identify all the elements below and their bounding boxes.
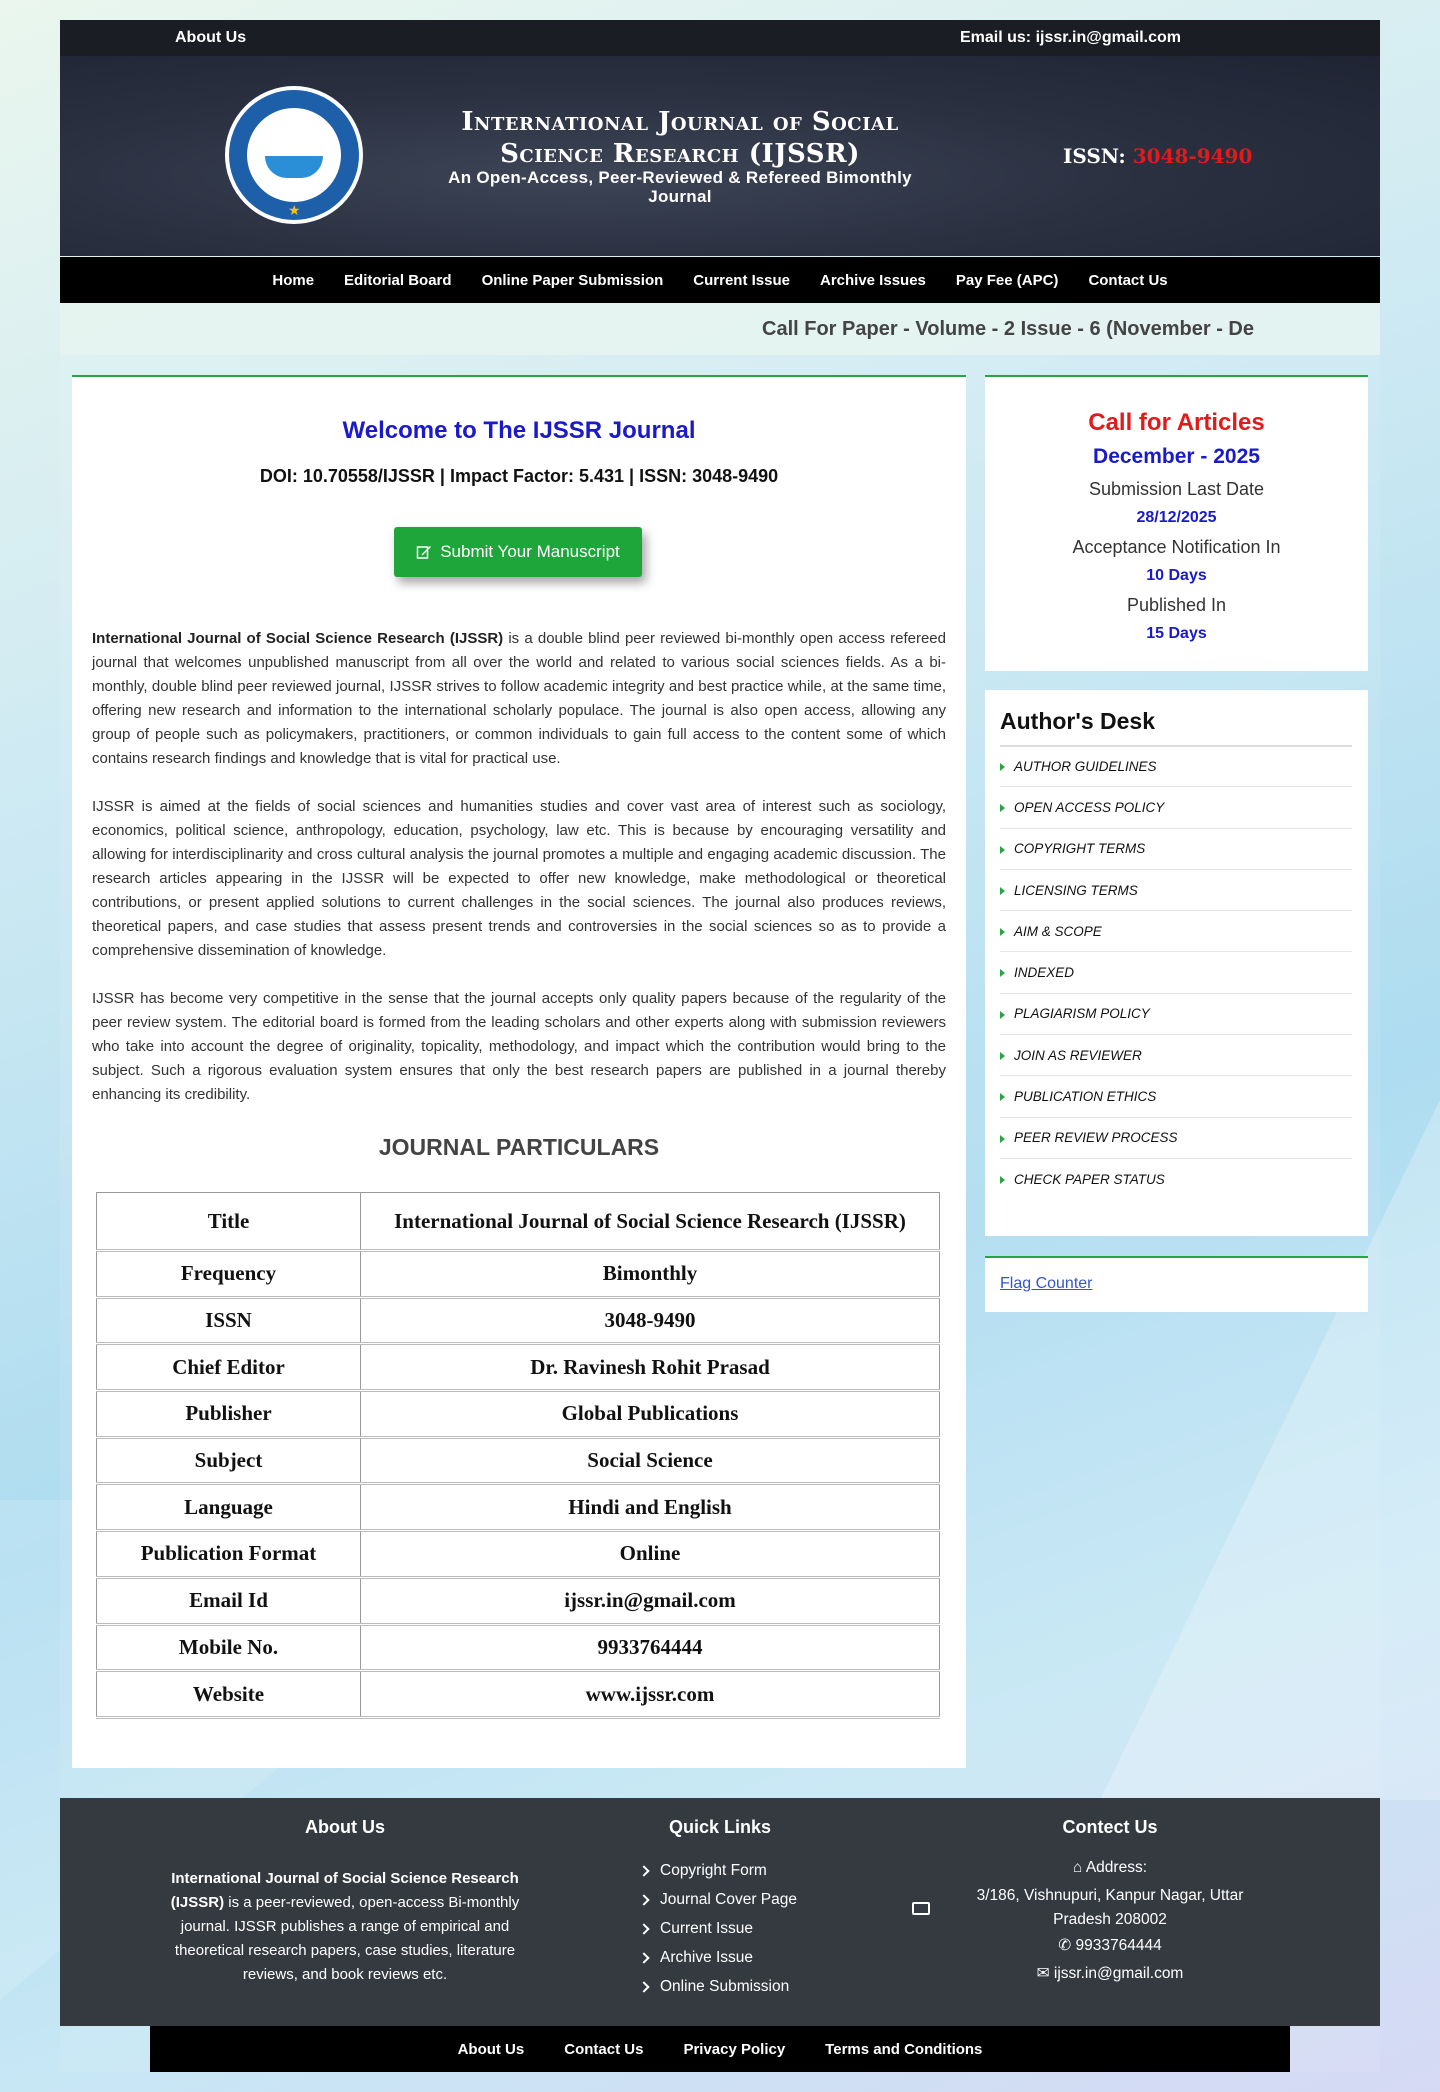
nav-editorial-board[interactable]: Editorial Board: [344, 271, 452, 289]
table-key: Subject: [97, 1437, 361, 1484]
journal-name-bold: International Journal of Social Science Research (IJSSR): [92, 630, 504, 647]
table-row: [97, 1484, 940, 1531]
footer-about-rest: is a peer-reviewed, open-access Bi-monthly journal. IJSSR publishes a range of empirical and theoretical research papers, case studies, literature reviews, and book reviews etc.: [174, 1894, 520, 1983]
table-key: Frequency: [97, 1251, 361, 1298]
table-value: Global Publications: [361, 1391, 940, 1438]
bottom-privacy-link[interactable]: Privacy Policy: [683, 2040, 786, 2058]
flag-counter-link[interactable]: Flag Counter: [1000, 1275, 1093, 1292]
submit-manuscript-button[interactable]: [394, 527, 642, 577]
journal-logo-icon[interactable]: [225, 86, 363, 224]
peer-review-process-link[interactable]: PEER REVIEW PROCESS: [1000, 1118, 1352, 1159]
table-key: Title: [97, 1193, 361, 1251]
particulars-heading: JOURNAL PARTICULARS: [378, 1134, 660, 1160]
whatsapp-icon: ✆: [1058, 1937, 1076, 1954]
table-key: Publication Format: [97, 1531, 361, 1578]
chevron-right-icon: [638, 1952, 649, 1963]
table-value: Social Science: [361, 1437, 940, 1484]
envelope-icon: ✉: [1036, 1965, 1054, 1982]
authors-desk-title: Author's Desk: [1000, 708, 1156, 734]
doi-line: DOI: 10.70558/IJSSR | Impact Factor: 5.431 | ISSN: 3048-9490: [259, 466, 779, 486]
bottom-terms-link[interactable]: Terms and Conditions: [825, 2040, 983, 2058]
table-value: ijssr.in@gmail.com: [361, 1577, 940, 1624]
quick-link-label: Journal Cover Page: [660, 1890, 797, 1908]
flag-counter-box: [985, 1256, 1368, 1312]
table-row: [97, 1437, 940, 1484]
nav-contact-us[interactable]: Contact Us: [1088, 271, 1168, 289]
marquee-text[interactable]: Call For Paper - Volume - 2 Issue - 6 (November - De: [762, 318, 1254, 340]
table-key: Publisher: [97, 1391, 361, 1438]
aim-scope-link[interactable]: AIM & SCOPE: [1000, 911, 1352, 952]
table-value: Hindi and English: [361, 1484, 940, 1531]
table-row: [97, 1577, 940, 1624]
nav-online-submission[interactable]: Online Paper Submission: [481, 271, 664, 289]
star-icon: ★: [288, 202, 301, 218]
nav-current-issue[interactable]: Current Issue: [693, 271, 790, 289]
table-key: Website: [97, 1671, 361, 1718]
table-value: International Journal of Social Science Research (IJSSR): [361, 1193, 940, 1251]
table-value: Online: [361, 1531, 940, 1578]
authors-desk-list: [1000, 746, 1352, 1200]
quick-link-item[interactable]: [640, 1943, 797, 1972]
logo-inner: [247, 108, 341, 202]
acceptance-label: Acceptance Notification In: [1072, 537, 1281, 557]
home-icon: ⌂: [1073, 1859, 1086, 1876]
announcement-marquee: [60, 303, 1380, 355]
submission-last-date: 28/12/2025: [1136, 509, 1217, 526]
chevron-right-icon: [638, 1923, 649, 1934]
authors-desk: [985, 690, 1368, 1236]
footer-email[interactable]: [950, 1962, 1270, 1986]
table-value: 9933764444: [361, 1624, 940, 1671]
quick-link-label: Current Issue: [660, 1919, 754, 1937]
table-row: [97, 1671, 940, 1718]
table-key: Mobile No.: [97, 1624, 361, 1671]
phone-number: 9933764444: [1075, 1937, 1162, 1954]
site-footer: [60, 1798, 1380, 2026]
table-row: [97, 1251, 940, 1298]
publication-ethics-link[interactable]: PUBLICATION ETHICS: [1000, 1076, 1352, 1117]
edit-icon: [416, 544, 432, 560]
table-row: [97, 1531, 940, 1578]
quick-link-label: Archive Issue: [660, 1948, 754, 1966]
bottom-contact-link[interactable]: Contact Us: [564, 2040, 644, 2058]
open-access-policy-link[interactable]: OPEN ACCESS POLICY: [1000, 787, 1352, 828]
journal-particulars-table: [96, 1192, 940, 1719]
footer-links-title: Quick Links: [668, 1817, 772, 1837]
table-row: [97, 1297, 940, 1344]
table-key: ISSN: [97, 1297, 361, 1344]
bottom-about-link[interactable]: About Us: [457, 2040, 525, 2058]
intro-paragraph-2: IJSSR is aimed at the fields of social sciences and humanities studies and cover vast area of interest such as sociology, economics, political science, anthropology, education, psychology, law etc. This is because by encouraging versatility and allowing for interdisciplinarity and cross cultural analysis the journal promotes a multiple and engaging academic discussion. The research articles appearing in the IJSSR will be expected to offer new knowledge, make methodological or theoretical contributions, or present applied solutions to current challenges in the social sciences. The journal also produces reviews, theoretical papers, and case studies that assess present trends and controversies in the social sciences so as to provide a comprehensive dissemination of knowledge.: [92, 798, 946, 959]
journal-title: International Journal of Social Science Research (IJSSR): [461, 107, 899, 169]
table-value: 3048-9490: [361, 1297, 940, 1344]
quick-links: [640, 1856, 797, 2001]
intro-text: [92, 627, 946, 1131]
top-about-link[interactable]: About Us: [175, 29, 247, 46]
call-for-articles-box: [985, 375, 1368, 671]
call-for-articles-title: Call for Articles: [1088, 409, 1265, 436]
book-icon: [265, 156, 323, 178]
submit-label: Submit Your Manuscript: [440, 542, 620, 561]
bottom-bar: [150, 2026, 1290, 2072]
check-paper-status-link[interactable]: CHECK PAPER STATUS: [1000, 1159, 1352, 1200]
id-card-icon: [912, 1902, 930, 1915]
table-key: Chief Editor: [97, 1344, 361, 1391]
page-container: [60, 20, 1380, 2072]
licensing-terms-link[interactable]: LICENSING TERMS: [1000, 870, 1352, 911]
call-month: December - 2025: [1093, 445, 1260, 468]
table-value: Bimonthly: [361, 1251, 940, 1298]
top-bar: [60, 20, 1380, 56]
chevron-right-icon: [638, 1981, 649, 1992]
quick-link-item[interactable]: [640, 1856, 797, 1885]
address-label: Address:: [1085, 1859, 1147, 1876]
table-key: Email Id: [97, 1577, 361, 1624]
table-row: [97, 1193, 940, 1251]
email-address: ijssr.in@gmail.com: [1053, 1965, 1184, 1982]
quick-link-item[interactable]: [640, 1885, 797, 1914]
footer-address-label: [950, 1856, 1270, 1880]
paragraph-text: is a double blind peer reviewed bi-monthly open access refereed journal that welcomes unpublished manuscript from all over the world and related to various social sciences fields. As a bi-monthly, double blind peer reviewed journal, IJSSR strives to follow academic integrity and best practice while, at the same time, offering new research and information to the international scholarly populace. The journal is also open access, allowing any group of people such as policymakers, practitioners, or common individuals to gain full access to the content some of which contains research findings and knowledge that is vital for practical use.: [92, 630, 946, 767]
copyright-terms-link[interactable]: COPYRIGHT TERMS: [1000, 829, 1352, 870]
table-row: [97, 1344, 940, 1391]
published-label: Published In: [1126, 595, 1227, 615]
chevron-right-icon: [638, 1865, 649, 1876]
acceptance-value: 10 Days: [1146, 567, 1207, 584]
header-issn: [1063, 144, 1252, 168]
indexed-link[interactable]: INDEXED: [1000, 952, 1352, 993]
intro-paragraph-3: IJSSR has become very competitive in the sense that the journal accepts only quality papers because of the regularity of the peer review system. The editorial board is formed from the leading scholars and other experts along with submission reviewers who take into account the degree of originality, topicality, methodology, and impact which the contribution would bring to the subject. Such a rigorous evaluation system ensures that only the best research papers are published in a journal thereby enhancing its credibility.: [92, 990, 946, 1103]
quick-link-item[interactable]: [640, 1914, 797, 1943]
join-as-reviewer-link[interactable]: JOIN AS REVIEWER: [1000, 1035, 1352, 1076]
footer-about-bold: International Journal of Social Science Research (IJSSR): [170, 1870, 519, 1911]
nav-archive-issues[interactable]: Archive Issues: [819, 271, 926, 289]
footer-about-text: [155, 1867, 535, 1987]
quick-link-label: Copyright Form: [660, 1861, 767, 1879]
issn-value: 3048-9490: [1132, 144, 1253, 168]
quick-link-item[interactable]: [640, 1972, 797, 2001]
journal-subtitle: An Open-Access, Peer-Reviewed & Refereed Bimonthly Journal: [448, 168, 912, 206]
author-guidelines-link[interactable]: AUTHOR GUIDELINES: [1000, 746, 1352, 787]
footer-about-title: About Us: [305, 1817, 385, 1837]
footer-phone[interactable]: [950, 1934, 1270, 1958]
nav-home[interactable]: Home: [272, 271, 315, 289]
quick-link-label: Online Submission: [660, 1977, 790, 1995]
welcome-heading: Welcome to The IJSSR Journal: [342, 417, 696, 444]
published-value: 15 Days: [1146, 625, 1207, 642]
table-key: Language: [97, 1484, 361, 1531]
footer-address: 3/186, Vishnupuri, Kanpur Nagar, Uttar Pradesh 208002: [976, 1887, 1244, 1928]
top-email[interactable]: Email us: ijssr.in@gmail.com: [960, 29, 1182, 46]
submission-last-date-label: Submission Last Date: [1088, 479, 1265, 499]
plagiarism-policy-link[interactable]: PLAGIARISM POLICY: [1000, 994, 1352, 1035]
nav-pay-fee[interactable]: Pay Fee (APC): [955, 271, 1059, 289]
issn-label: ISSN:: [1063, 144, 1126, 168]
main-nav: [60, 257, 1380, 303]
site-header: [60, 56, 1380, 256]
table-row: [97, 1391, 940, 1438]
intro-paragraph-1: [92, 627, 946, 771]
table-value: Dr. Ravinesh Rohit Prasad: [361, 1344, 940, 1391]
table-value: www.ijssr.com: [361, 1671, 940, 1718]
footer-contact-title: Contect Us: [1062, 1817, 1158, 1837]
table-row: [97, 1624, 940, 1671]
main-content: [72, 375, 966, 1768]
chevron-right-icon: [638, 1894, 649, 1905]
